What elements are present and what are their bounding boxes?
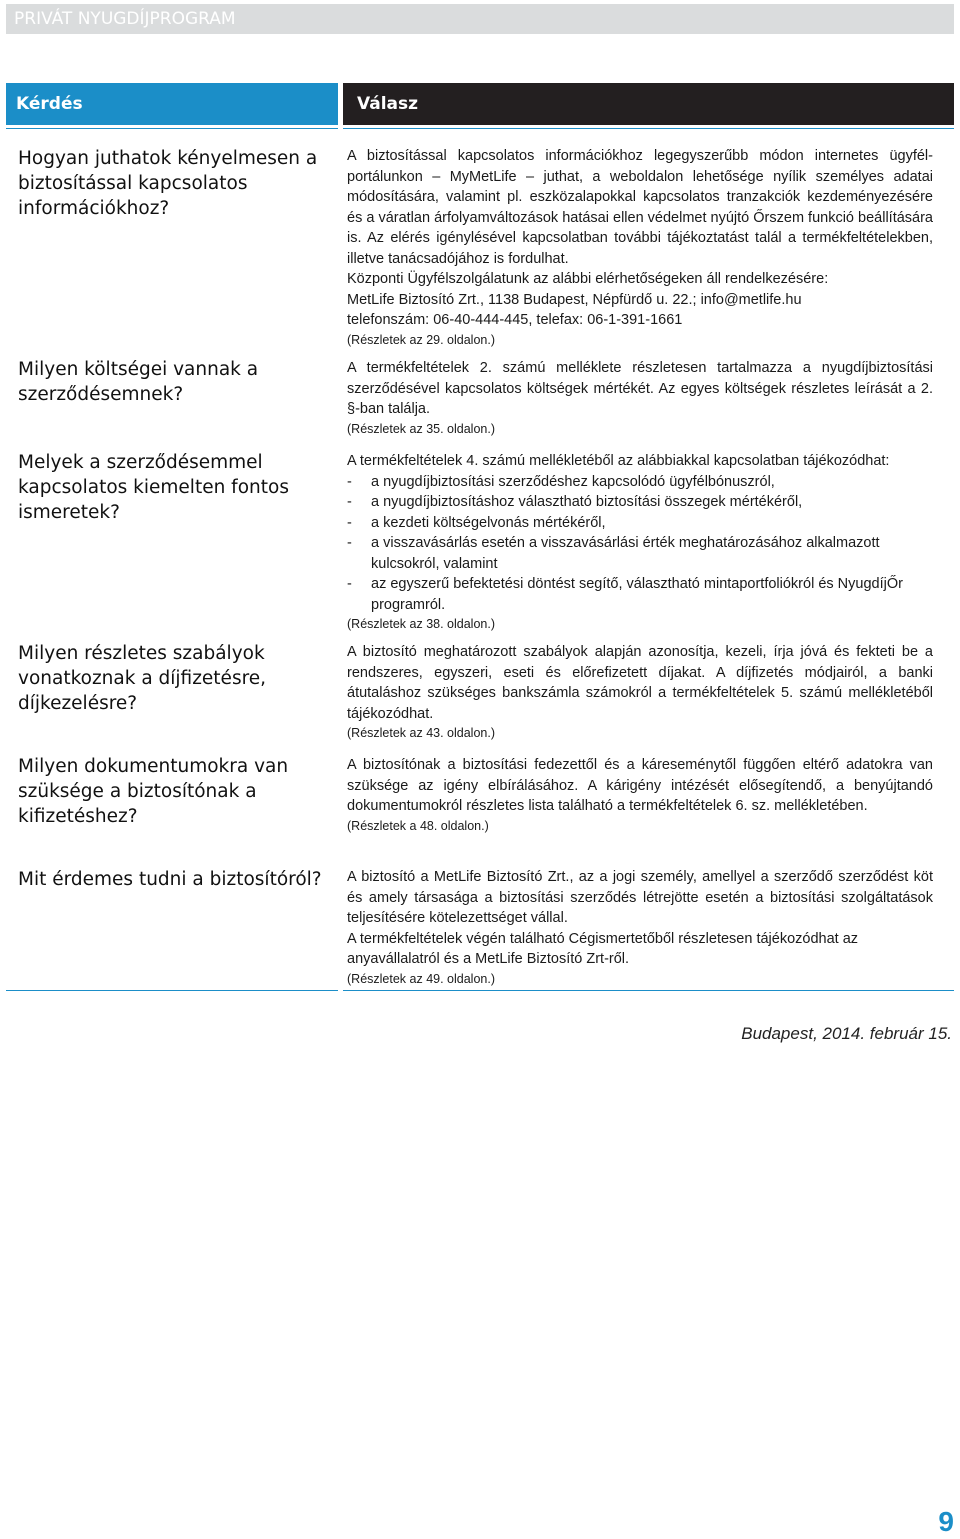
answer-6-paragraph-2: A termékfeltételek végén található Cégismertetőből részletesen tájékozódhat az anyavállalatról és a MetLife Biztosító Zrt-ről. (347, 930, 859, 967)
answer-column-header: Válasz (343, 83, 954, 125)
answer-3-list (347, 472, 933, 616)
answer-1-paragraph-2: Központi Ügyfélszolgálatunk az alábbi elérhetőségeken áll rendelkezésére: (347, 271, 829, 287)
answer-4-page-ref: (Részletek az 43. oldalon.) (347, 726, 495, 740)
table-bottom-rule-left (6, 990, 338, 991)
answer-4 (347, 642, 933, 742)
question-column-header: Kérdés (6, 83, 338, 125)
answer-6-paragraph-1: A biztosító a MetLife Biztosító Zrt., az a jogi személy, amellyel a szerződő szerződést köt és amely társasága a biztosítási szerződés létrejötte esetén a biztosítási szolgáltatások teljesítésére kötelezettséget vállal. (347, 869, 933, 926)
list-item: - a kezdeti költségelvonás mértékéről, (347, 514, 606, 531)
answer-6 (347, 867, 933, 988)
answer-6-page-ref: (Részletek az 49. oldalon.) (347, 971, 495, 986)
answer-5-paragraph-1: A biztosítónak a biztosítási fedezettől és a káreseménytől függően eltérő adatokra van szüksége az igény elbírálásához. A kárigény intézését elősegítendő, a benyújtandó dokumentumokról részletes lista található a termékfeltételek 6. sz. mellékletében. (347, 757, 933, 814)
document-date: Budapest, 2014. február 15. (741, 1024, 952, 1043)
answer-2-paragraph-1: A termékfeltételek 2. számú melléklete részletesen tartalmazza a nyugdíjbiztosítási szerződésével kapcsolatos költségek mértékét. Az egyes költségek részletes leírását a 2. §-ban találja. (347, 360, 933, 417)
question-6: Mit érdemes tudni a biztosítóról? (18, 869, 322, 890)
answer-3-page-ref: (Részletek az 38. oldalon.) (347, 617, 495, 631)
answer-5-page-ref: (Részletek a 48. oldalon.) (347, 818, 489, 833)
question-5: Milyen dokumentumokra van szüksége a biztosítónak a kifizetéshez? (18, 756, 289, 827)
answer-1-page-ref: (Részletek az 29. oldalon.) (347, 332, 495, 347)
question-3: Melyek a szerződésemmel kapcsolatos kiemelten fontos ismeretek? (18, 452, 289, 523)
question-4: Milyen részletes szabályok vonatkoznak a díjfizetésre, díjkezelésre? (18, 643, 267, 714)
answer-4-paragraph-1: A biztosító meghatározott szabályok alapján azonosítja, kezeli, írja jóvá és fekteti be a rendszeres, egyszeri, eseti és előrefizetett díjakat. A díjfizetés módjairól, a banki átutaláshoz szükséges bankszámla számokról a termékfeltételek 5. számú mellékletéből tájékozódhat. (347, 644, 933, 722)
answer-3-intro: A termékfeltételek 4. számú mellékletéből az alábbiakkal kapcsolatban tájékozódhat: (347, 453, 890, 469)
table-bottom-rule-right (343, 990, 954, 991)
list-item: - az egyszerű befektetési döntést segítő, választható mintaportfoliókról és NyugdíjŐr programról. (347, 576, 903, 613)
list-item: - a visszavásárlás esetén a visszavásárlási érték meghatározásához alkalmazott kulcsokról, valamint (347, 535, 880, 572)
list-item: - a nyugdíjbiztosításhoz választható biztosítási összegek mértékéről, (347, 494, 803, 510)
list-item: - a nyugdíjbiztosítási szerződéshez kapcsolódó ügyfélbónuszról, (347, 473, 775, 490)
header-rule-right (343, 128, 954, 129)
answer-1-paragraph-1: A biztosítással kapcsolatos információkhoz legegyszerűbb módon internetes ügyfélportálunkon – MyMetLife – juthat, a weboldalon lehetősége nyílik személyes adatai módosítására, valamint pl. eszközalapokkal kapcsolatos tranzakciók kezdeményezésére és a váratlan árfolyamváltozások hatásai ellen védelmet nyújtó Őrszem funkció beállítására is. Az elérés igénylésével kapcsolatban további tájékoztatást talál a termékfeltételekben, illetve tanácsadójához is fordulhat. (347, 148, 933, 267)
page-number: 9 (938, 1506, 954, 1537)
page-banner: PRIVÁT NYUGDÍJPROGRAM (6, 4, 954, 34)
answer-1-address: MetLife Biztosító Zrt., 1138 Budapest, Népfürdő u. 22.; info@metlife.hu (347, 291, 802, 308)
answer-5 (347, 755, 933, 835)
answer-2 (347, 358, 933, 438)
question-2: Milyen költségei vannak a szerződésemnek? (18, 359, 259, 405)
answer-2-page-ref: (Részletek az 35. oldalon.) (347, 421, 495, 436)
answer-1-phone: telefonszám: 06-40-444-445, telefax: 06-1-391-1661 (347, 312, 683, 328)
answer-3 (347, 451, 933, 633)
header-rule-left (6, 128, 338, 129)
question-1: Hogyan juthatok kényelmesen a biztosítással kapcsolatos információkhoz? (18, 148, 318, 219)
answer-1 (347, 146, 933, 349)
